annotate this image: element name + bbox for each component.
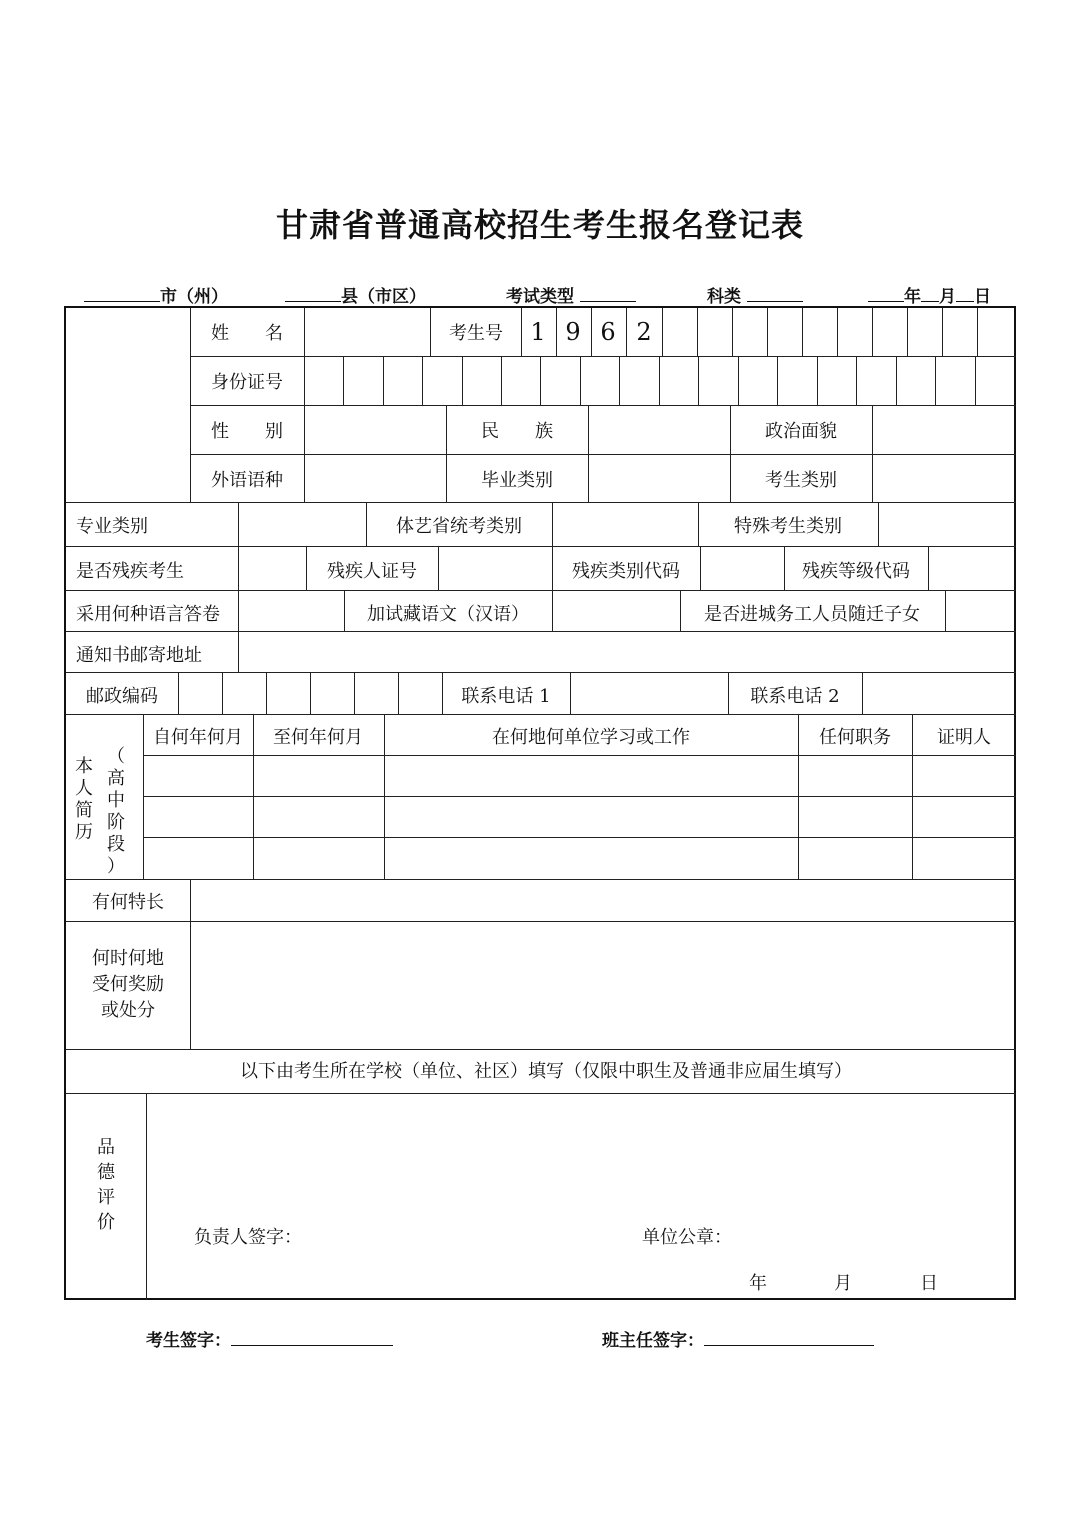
- exam-no-digit-1: 1: [530, 318, 546, 346]
- major-label: 专业类别: [76, 516, 148, 537]
- moral-year-label: 年: [749, 1273, 767, 1294]
- art-sport-input[interactable]: [553, 503, 697, 546]
- teacher-sign-field[interactable]: [602, 1326, 874, 1351]
- candidate-type-input[interactable]: [873, 455, 1016, 502]
- name-label: 姓 名: [211, 323, 283, 344]
- special-input[interactable]: [879, 503, 1016, 546]
- awards-input[interactable]: [191, 922, 1016, 1049]
- date-year-label: 年: [904, 287, 921, 307]
- photo-area[interactable]: [66, 308, 190, 502]
- disabled-input[interactable]: [239, 547, 305, 590]
- disabled-type-label: 残疾类别代码: [572, 561, 680, 582]
- special-label: 特殊考生类别: [734, 516, 842, 537]
- resume-row-1[interactable]: [144, 756, 1016, 796]
- school-note: 以下由考生所在学校（单位、社区）填写（仅限中职生及普通非应届生填写）: [240, 1061, 852, 1082]
- political-label: 政治面貌: [765, 421, 837, 442]
- grad-type-input[interactable]: [589, 455, 729, 502]
- tibetan-input[interactable]: [553, 591, 679, 631]
- address-input[interactable]: [239, 632, 1016, 672]
- exam-no-digit-3: 6: [600, 318, 616, 346]
- county-field[interactable]: [285, 282, 426, 307]
- moral-month-label: 月: [834, 1273, 852, 1294]
- name-input[interactable]: [305, 308, 429, 356]
- exam-no-digit-4: 2: [636, 318, 652, 346]
- language-input[interactable]: [305, 455, 445, 502]
- resume-col-place: 在何地何单位学习或工作: [492, 727, 690, 748]
- disabled-level-input[interactable]: [929, 547, 1016, 590]
- resume-row-2[interactable]: [144, 797, 1016, 837]
- postcode-input[interactable]: [179, 673, 441, 714]
- unit-seal-label: 单位公章：: [642, 1227, 732, 1248]
- moral-label: 品 德 评 价: [97, 1137, 115, 1233]
- id-label: 身份证号: [211, 372, 283, 393]
- moral-evaluation-area[interactable]: [147, 1094, 1016, 1300]
- awards-label: 何时何地 受何奖励 或处分: [92, 948, 164, 1021]
- subject-label: 科类: [707, 287, 741, 307]
- disabled-cert-label: 残疾人证号: [327, 561, 417, 582]
- resume-col-witness: 证明人: [937, 727, 991, 748]
- city-field[interactable]: [84, 282, 228, 307]
- phone1-label: 联系电话 1: [461, 686, 551, 707]
- date-field[interactable]: [868, 282, 991, 307]
- candidate-type-label: 考生类别: [765, 470, 837, 491]
- exam-type-label: 考试类型: [506, 287, 574, 307]
- address-label: 通知书邮寄地址: [76, 645, 202, 666]
- language-label: 外语语种: [211, 470, 283, 491]
- gender-label: 性 别: [211, 421, 283, 442]
- gender-input[interactable]: [305, 406, 445, 454]
- disabled-type-input[interactable]: [701, 547, 783, 590]
- date-day-label: 日: [974, 287, 991, 307]
- migrant-input[interactable]: [946, 591, 1016, 631]
- student-sign-field[interactable]: [146, 1326, 393, 1351]
- specialty-label: 有何特长: [92, 892, 164, 913]
- registration-table: [64, 306, 1016, 1300]
- ethnicity-label: 民 族: [481, 421, 553, 442]
- tibetan-label: 加试藏语文（汉语）: [367, 604, 529, 625]
- teacher-sign-label: 班主任签字：: [602, 1331, 704, 1351]
- county-label: 县（市区）: [341, 287, 426, 307]
- major-input[interactable]: [239, 503, 365, 546]
- resume-col-from: 自何年何月: [153, 727, 243, 748]
- phone2-label: 联系电话 2: [750, 686, 840, 707]
- grad-type-label: 毕业类别: [481, 470, 553, 491]
- answer-lang-label: 采用何种语言答卷: [76, 604, 220, 625]
- political-input[interactable]: [873, 406, 1016, 454]
- migrant-label: 是否进城务工人员随迁子女: [704, 604, 920, 625]
- disabled-level-label: 残疾等级代码: [802, 561, 910, 582]
- exam-no-digit-2: 9: [565, 318, 581, 346]
- art-sport-label: 体艺省统考类别: [396, 516, 522, 537]
- student-sign-label: 考生签字：: [146, 1331, 231, 1351]
- postcode-label: 邮政编码: [86, 686, 158, 707]
- specialty-input[interactable]: [191, 880, 1016, 921]
- resume-col-to: 至何年何月: [273, 727, 363, 748]
- resume-col-position: 任何职务: [819, 727, 891, 748]
- disabled-label: 是否残疾考生: [76, 561, 184, 582]
- date-month-label: 月: [939, 287, 956, 307]
- answer-lang-input[interactable]: [239, 591, 343, 631]
- exam-type-field[interactable]: [506, 282, 636, 307]
- resume-sub-label: （ 高 中 阶 段 ）: [107, 746, 125, 877]
- exam-no-label: 考生号: [449, 323, 503, 344]
- exam-no-input[interactable]: [662, 308, 1016, 356]
- id-input[interactable]: [305, 357, 1016, 405]
- subject-field[interactable]: [707, 282, 803, 307]
- phone2-input[interactable]: [863, 673, 1016, 714]
- city-label: 市（州）: [160, 287, 228, 307]
- leader-sign-label: 负责人签字：: [194, 1227, 302, 1248]
- form-title: 甘肃省普通高校招生考生报名登记表: [275, 206, 804, 244]
- moral-day-label: 日: [920, 1273, 938, 1294]
- resume-main-label: 本 人 简 历: [75, 756, 93, 843]
- phone1-input[interactable]: [571, 673, 727, 714]
- ethnicity-input[interactable]: [589, 406, 729, 454]
- disabled-cert-input[interactable]: [439, 547, 551, 590]
- resume-row-3[interactable]: [144, 838, 1016, 879]
